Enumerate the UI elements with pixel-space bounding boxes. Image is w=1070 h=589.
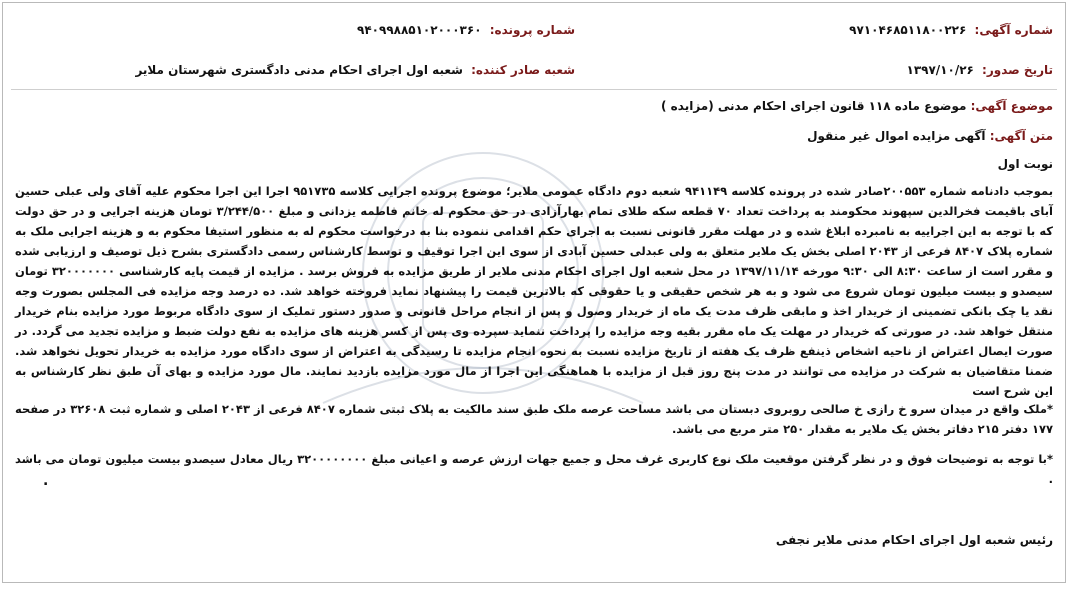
issuing-branch-row xyxy=(135,63,575,77)
issuing-branch-label: شعبه صادر کننده: xyxy=(471,63,575,77)
case-number-row xyxy=(357,23,575,37)
issue-date-row xyxy=(907,63,1054,77)
issuing-branch-value: شعبه اول اجرای احکام مدنی دادگستری شهرستان ملایر xyxy=(135,63,463,77)
subject-label: موضوع آگهی: xyxy=(970,99,1053,113)
ad-text-label: متن آگهی: xyxy=(989,129,1053,143)
property-details xyxy=(15,399,1053,499)
issue-date-label: تاریخ صدور: xyxy=(982,63,1053,77)
issue-date-value: ۱۳۹۷/۱۰/۲۶ xyxy=(906,63,974,77)
ad-number-label: شماره آگهی: xyxy=(974,23,1053,37)
case-number-value: ۹۴۰۹۹۸۸۵۱۰۲۰۰۰۳۶۰ xyxy=(357,23,482,37)
ad-number-row xyxy=(849,23,1053,37)
ad-number-value: ۹۷۱۰۴۶۸۵۱۱۸۰۰۲۲۶ xyxy=(849,23,967,37)
trailing-dot: . xyxy=(43,473,49,489)
property-valuation-item: *با توجه به توضیحات فوق و در نظر گرفتن موقعیت ملک نوع کاربری غرف محل و جمیع جهات ارزش عرصه و اعیانی مبلغ ۳۲۰۰۰۰۰۰۰۰ ریال معادل سیصدو بیست میلیون تومان می باشد . xyxy=(15,452,1053,486)
subject-line xyxy=(661,99,1053,113)
signature: رئیس شعبه اول اجرای احکام مدنی ملایر نجفی xyxy=(775,533,1053,547)
subject-value: موضوع ماده ۱۱۸ قانون اجرای احکام مدنی (مزایده ) xyxy=(661,99,967,113)
notice-page xyxy=(2,2,1066,583)
body-paragraph: بموجب دادنامه شماره ۲۰۰۵۵۳صادر شده در پرونده کلاسه ۹۴۱۱۴۹ شعبه دوم دادگاه عمومی ملایر؛ موضوع پرونده اجرایی کلاسه ۹۵۱۷۳۵ اجرا این اجرا محکوم علیه آقای ولی عبلی حسین آبای باقیمت فخرالدین سپهوند محکومند به پرداخت تعداد ۷۰ قطعه سکه طلای تمام بهارآزادی در حق محکوم له خانم فاطمه یزدانی و مبلغ ۳/۲۴۴/۵۰۰ تومان هزینه اجرایی و در حق دولت که با توجه به این اجراییه به نامبرده ابلاغ شده و در مهلت مقرر قانونی نسبت به اجرای حکم اقدامی ننموده بنا به درخواست محکوم له به منظور استیفا محکوم به و هزینه اجرایی ملک به شماره پلاک ۸۴۰۷ فرعی از ۲۰۴۳ اصلی بخش یک ملایر متعلق به ولی عبدلی حسین آبادی از سوی این اجرا توقیف و توسط کارشناس رسمی دادگستری بشرح ذیل توصیف و ارزیابی شده و مقرر است از ساعت ۸:۳۰ الی ۹:۳۰ مورخه ۱۳۹۷/۱۱/۱۴ در محل شعبه اول اجرای احکام مدنی ملایر از طریق مزایده به فروش برسد . مزایده از قیمت پایه کارشناسی ۳۲۰۰۰۰۰۰۰ تومان سیصدو و بیست میلیون تومان شروع می شود و به هر شخص حقیقی و یا حقوقی که بالاترین قیمت را پیشنهاد نماید فروخته خواهد شد. ده درصد وجه مزایده فی المجلس بصورت وجه نقد یا چک بانکی تضمینی از خریدار اخذ و مابقی ظرف مدت یک ماه از خریدار وصول و پس از انجام مراحل قانونی و صدور دستور تملیک از سوی دادگاه مربوط مورد مزایده بنام خریدار منتقل خواهد شد. در صورتی که خریدار در مهلت یک ماه مقرر بقیه وجه مزایده را پرداخت ننماید سپرده وی پس از کسر هزینه های مزایده به نفع دولت ضبط و مزایده تجدید می گردد. در صورت ایصال اعتراض از ناحیه اشخاص ذینفع ظرف یک هفته از تاریخ مزایده نسبت به نحوه انجام مزایده تا رسیدگی به اعتراض از سوی دادگاه مورد مزایده به خریدار تحویل نخواهد شد. ضمنا متقاضیان به شرکت در مزایده می توانند در مدت پنج روز قبل از مزایده با هماهنگی این اجرا از مال مورد مزایده بازدید نمایند. مال مورد مزایده و بهای آن طبق نظر کارشناس به این شرح است xyxy=(15,184,1054,398)
round-label: نوبت اول xyxy=(997,157,1053,171)
property-location-item: *ملک واقع در میدان سرو خ رازی خ صالحی روبروی دبستان می باشد مساحت عرصه ملک طبق سند مالکیت به پلاک ثبتی شماره ۸۴۰۷ فرعی از ۲۰۴۳ اصلی و شماره ثبت ۳۲۶۰۸ در صفحه ۱۷۷ دفتر ۲۱۵ دفاتر بخش یک ملایر به مقدار ۲۵۰ متر مربع می باشد. xyxy=(15,402,1054,436)
ad-text-value: آگهی مزایده اموال غیر منقول xyxy=(807,129,986,143)
ad-text-line xyxy=(807,129,1053,143)
case-number-label: شماره پرونده: xyxy=(489,23,575,37)
header-divider xyxy=(11,89,1057,90)
